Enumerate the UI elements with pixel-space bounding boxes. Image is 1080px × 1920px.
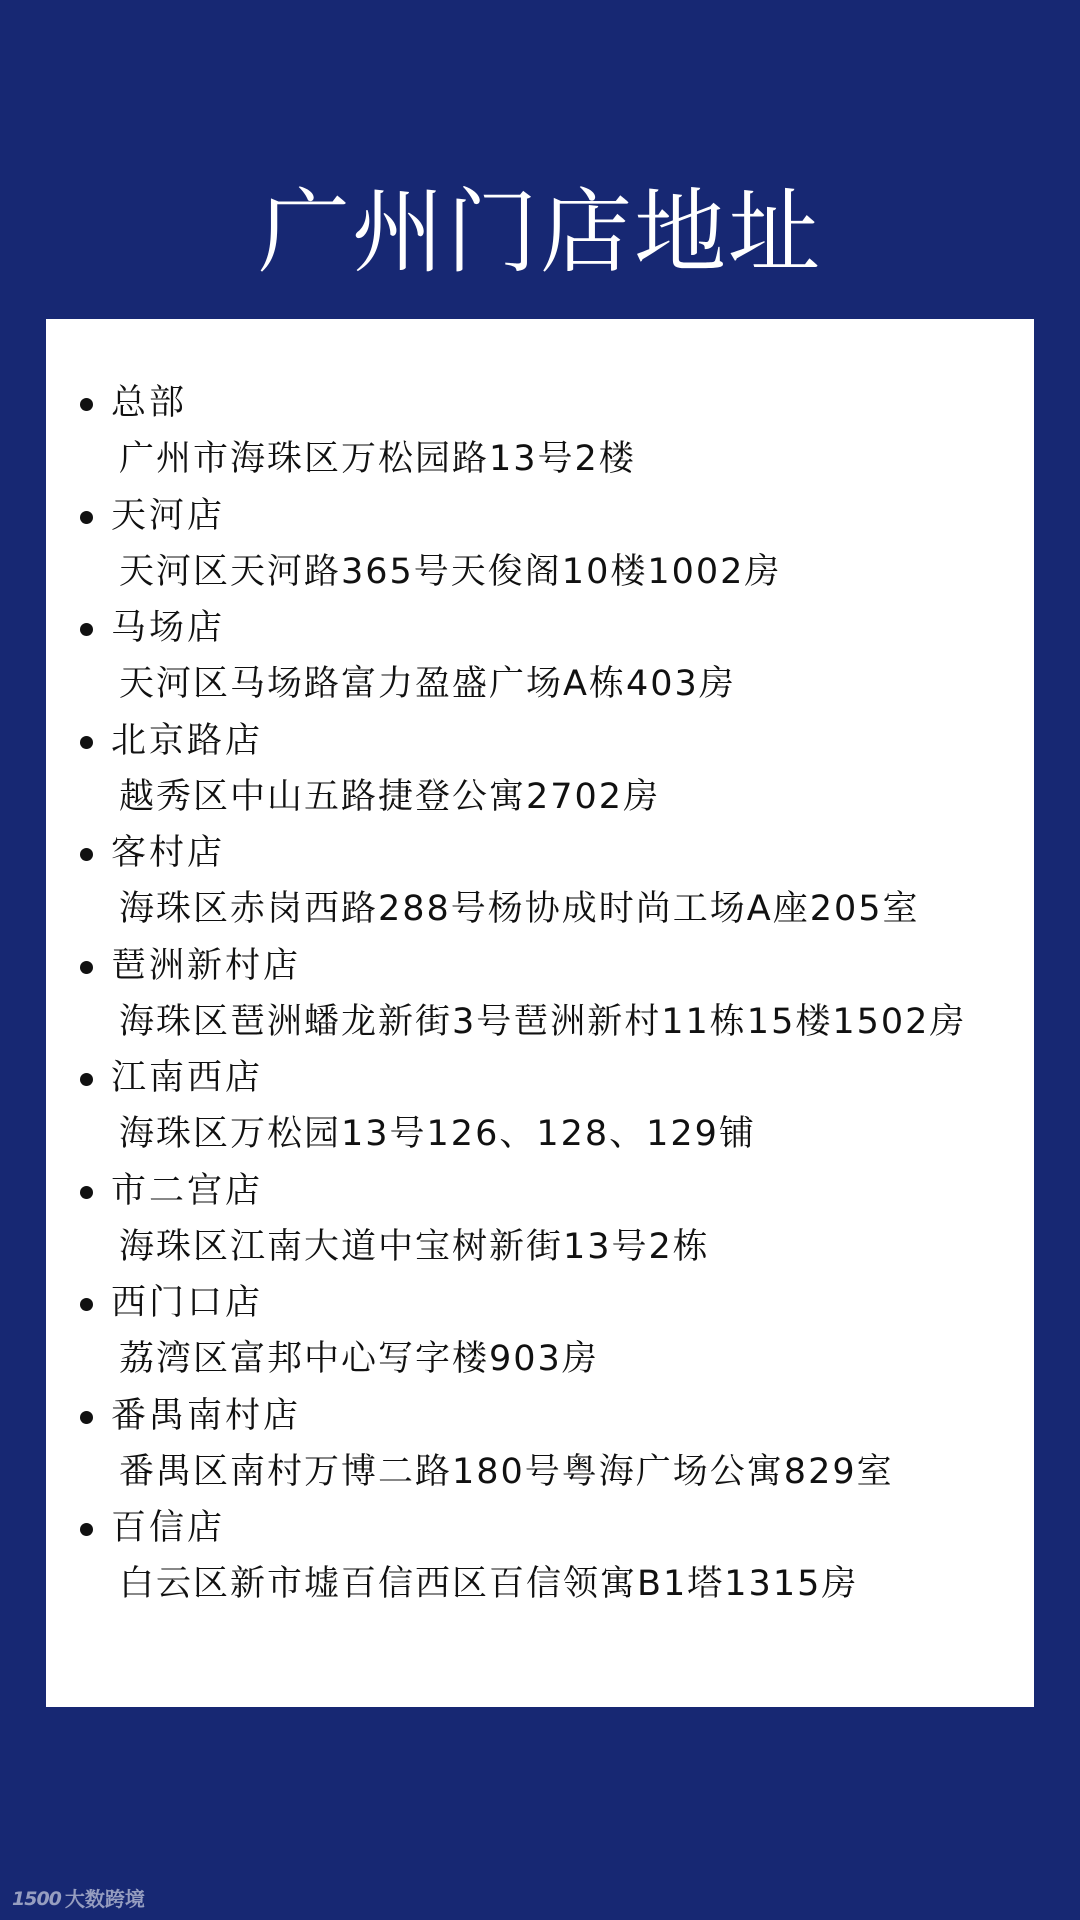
bullet-icon bbox=[80, 1523, 93, 1536]
store-name: 天河店 bbox=[111, 495, 226, 536]
store-item bbox=[46, 938, 1034, 1051]
store-address: 越秀区中山五路捷登公寓2702房 bbox=[119, 776, 661, 817]
bullet-icon bbox=[80, 1073, 93, 1086]
page-title: 广州门店地址 bbox=[257, 178, 822, 286]
store-address: 白云区新市墟百信西区百信领寓B1塔1315房 bbox=[119, 1564, 859, 1604]
bullet-icon bbox=[80, 1298, 93, 1311]
store-address: 海珠区万松园13号126、128、129铺 bbox=[119, 1114, 756, 1154]
watermark-logo: 1500 bbox=[12, 1888, 61, 1910]
store-address: 天河区天河路365号天俊阁10楼1002房 bbox=[119, 551, 782, 592]
store-name: 马场店 bbox=[111, 608, 226, 648]
store-name: 北京路店 bbox=[111, 720, 264, 761]
store-item bbox=[46, 1275, 1034, 1388]
store-item bbox=[46, 713, 1034, 826]
store-address: 广州市海珠区万松园路13号2楼 bbox=[119, 439, 636, 479]
store-item bbox=[46, 375, 1034, 488]
store-name: 客村店 bbox=[111, 833, 226, 873]
store-address: 海珠区琶洲蟠龙新街3号琶洲新村11栋15楼1502房 bbox=[119, 1001, 967, 1042]
store-item bbox=[46, 1500, 1034, 1613]
store-address: 海珠区江南大道中宝树新街13号2栋 bbox=[119, 1226, 710, 1267]
store-item bbox=[46, 1163, 1034, 1276]
store-name: 西门口店 bbox=[111, 1283, 264, 1323]
store-address: 荔湾区富邦中心写字楼903房 bbox=[119, 1339, 599, 1379]
store-item bbox=[46, 600, 1034, 713]
store-name: 市二宫店 bbox=[111, 1170, 264, 1211]
store-list bbox=[46, 375, 1034, 1613]
bullet-icon bbox=[80, 398, 93, 411]
store-item bbox=[46, 488, 1034, 601]
store-item bbox=[46, 825, 1034, 938]
bullet-icon bbox=[80, 736, 93, 749]
store-name: 百信店 bbox=[111, 1508, 226, 1548]
store-address: 番禺区南村万博二路180号粤海广场公寓829室 bbox=[119, 1451, 894, 1492]
store-name: 番禺南村店 bbox=[111, 1395, 302, 1436]
bullet-icon bbox=[80, 848, 93, 861]
store-address: 海珠区赤岗西路288号杨协成时尚工场A座205室 bbox=[119, 889, 920, 929]
bullet-icon bbox=[80, 961, 93, 974]
address-card bbox=[46, 319, 1034, 1707]
bullet-icon bbox=[80, 623, 93, 636]
bullet-icon bbox=[80, 1411, 93, 1424]
store-name: 总部 bbox=[111, 383, 188, 423]
store-address: 天河区马场路富力盈盛广场A栋403房 bbox=[119, 664, 736, 704]
store-item bbox=[46, 1050, 1034, 1163]
store-name: 琶洲新村店 bbox=[111, 945, 302, 986]
store-name: 江南西店 bbox=[111, 1058, 264, 1098]
bullet-icon bbox=[80, 1186, 93, 1199]
bullet-icon bbox=[80, 511, 93, 524]
watermark bbox=[12, 1886, 145, 1912]
store-item bbox=[46, 1388, 1034, 1501]
watermark-text: 大数跨境 bbox=[64, 1887, 145, 1911]
